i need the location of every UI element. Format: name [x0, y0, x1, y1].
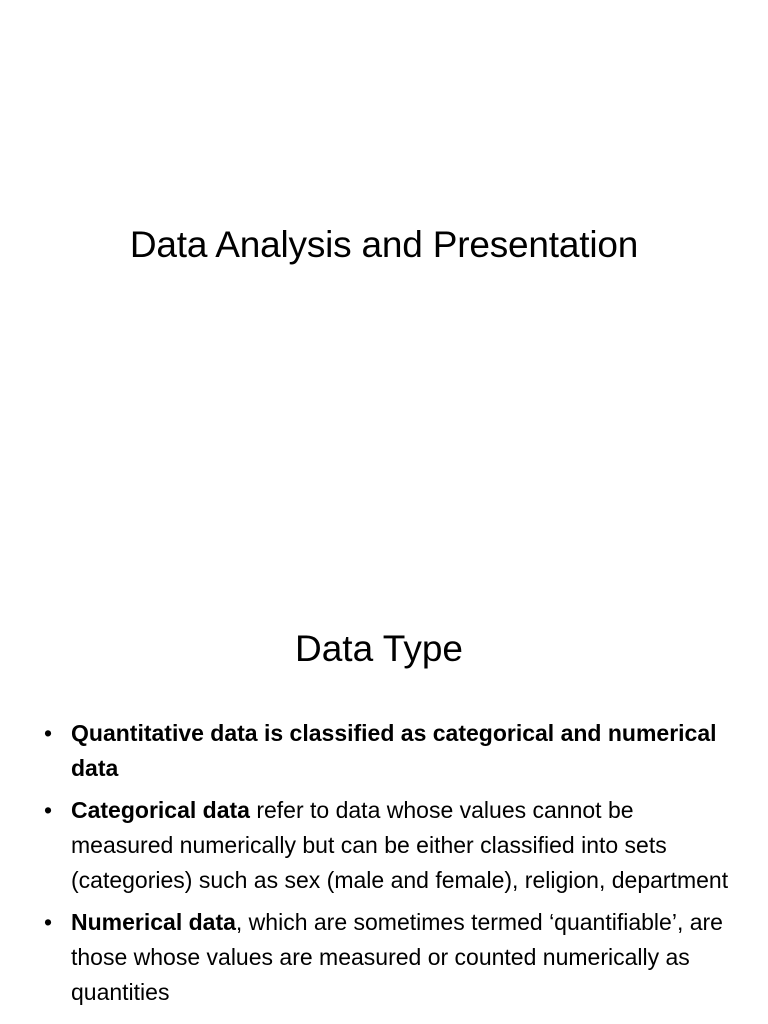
bullet-text: [71, 909, 723, 1005]
bullet-bold-term: Categorical data: [71, 797, 250, 823]
bullet-text: [71, 720, 717, 781]
slide-2-title: Data Type: [295, 628, 463, 669]
slide-1-title: Data Analysis and Presentation: [129, 224, 639, 265]
bullet-bold-term: Numerical data: [71, 909, 236, 935]
bullet-body: refer to data whose values cannot be measured numerically but can be either classified into sets (categories) such as sex (male and female), religion, department: [71, 797, 729, 893]
bullet-item: [44, 905, 734, 1010]
bullet-text: [71, 797, 728, 893]
bullet-item: [44, 716, 734, 786]
bullet-dot-icon: •: [44, 909, 53, 935]
bullet-list: [44, 716, 734, 1017]
bullet-dot-icon: •: [44, 720, 53, 746]
bullet-item: [44, 793, 734, 898]
bullet-dot-icon: •: [44, 797, 53, 823]
bullet-body: , which are sometimes termed ‘quantifiable’, are those whose values are measured or counted numerically as quantities: [71, 909, 723, 1005]
bullet-bold-term: Quantitative data is classified as categorical and numerical data: [71, 720, 717, 781]
slide-data-type: [0, 576, 768, 1024]
